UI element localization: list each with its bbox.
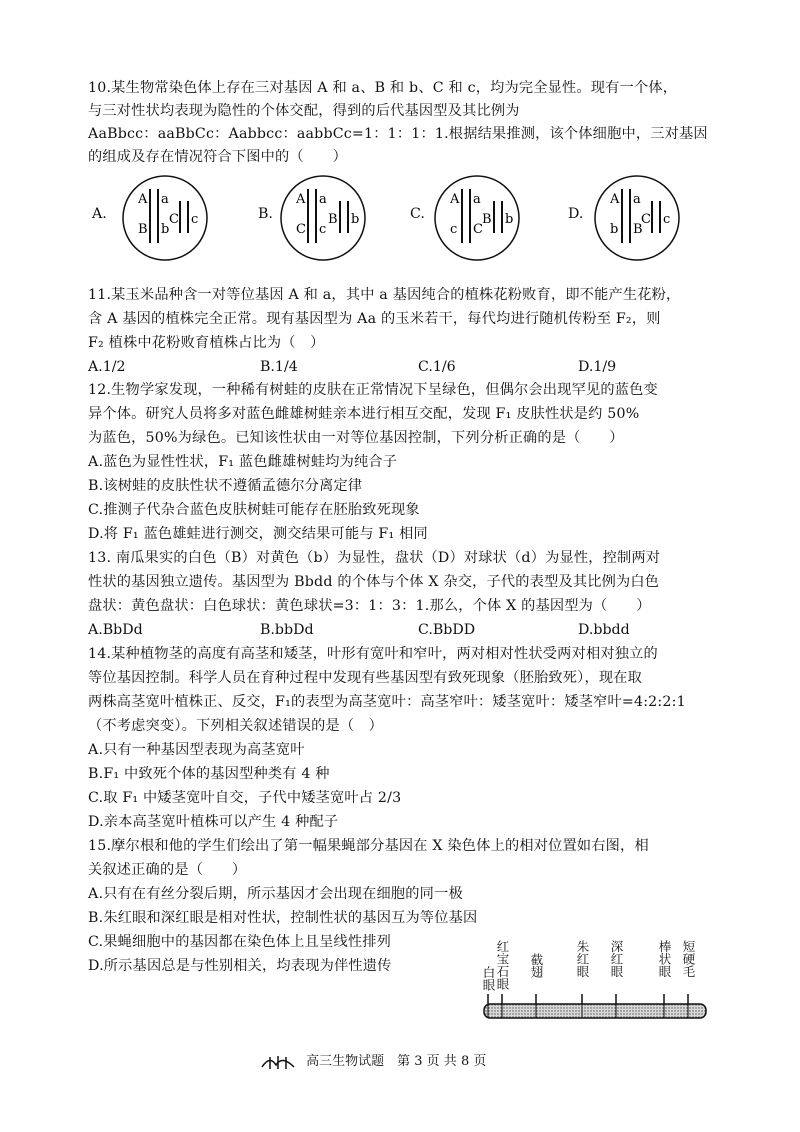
q14-line-1: 14.某种植物茎的高度有高茎和矮茎，叶形有宽叶和窄叶，两对相对性状受两对相对独立的 (88, 646, 658, 662)
q12-option-d[interactable]: D.将 F₁ 蓝色雄蛙进行测交，测交结果可能与 F₁ 相同 (88, 526, 428, 542)
gene-b: b (161, 222, 170, 237)
q14-option-c[interactable]: C.取 F₁ 中矮茎宽叶自交，子代中矮茎宽叶占 2/3 (88, 790, 402, 806)
q12-line-3: 为蓝色，50%为绿色。已知该性状由一对等位基因控制，下列分析正确的是（ ） (88, 430, 624, 446)
gene-C: C (169, 212, 179, 227)
gene-a: a (633, 192, 641, 207)
gene-c: c (191, 212, 199, 227)
q13-line-3: 盘状：黄色盘状：白色球状：黄色球状=3：1：3：1.那么，个体 X 的基因型为（ ） (88, 598, 651, 614)
q13-option-b[interactable]: B.bbDd (260, 622, 314, 638)
gene-b: b (610, 222, 619, 237)
gene-label-deep-red-eye: 深红眼 (609, 940, 624, 978)
gene-C: C (296, 222, 306, 237)
gene-c: c (663, 212, 671, 227)
gene-label-bar-eye: 棒状眼 (657, 940, 672, 978)
q14-option-d[interactable]: D.亲本高茎宽叶植株可以产生 4 种配子 (88, 814, 339, 830)
q11-option-a[interactable]: A.1/2 (88, 359, 126, 375)
q13-line-2: 性状的基因独立遗传。基因型为 Bbdd 的个体与个体 X 杂交，子代的表型及其比例为白色 (88, 574, 660, 590)
cell-a-diagram (110, 173, 230, 263)
gene-a: a (319, 192, 327, 207)
q15-option-d[interactable]: D.所示基因总是与性别相关，均表现为伴性遗传 (88, 958, 392, 974)
q14-line-3: 两株高茎宽叶植株正、反交，F₁的表型为高茎宽叶：高茎窄叶：矮茎宽叶：矮茎窄叶=4:2:2:1 (88, 694, 686, 710)
q14-option-a[interactable]: A.只有一种基因型表现为高茎宽叶 (88, 742, 305, 758)
gene-a: a (473, 192, 481, 207)
q10-line-3: AaBbcc：aaBbCc：Aabbcc：aabbCc=1：1：1：1.根据结果推测，该个体细胞中，三对基因 (88, 126, 708, 142)
chromosome-bar (482, 932, 718, 1027)
cell-d-diagram (582, 173, 702, 263)
page-footer (260, 1050, 486, 1071)
q11-option-b[interactable]: B.1/4 (260, 359, 298, 375)
q15-line-2: 关叙述正确的是（ ） (88, 862, 247, 878)
q14-line-4: （不考虑突变）。下列相关叙述错误的是（ ） (88, 718, 384, 734)
q11-option-d[interactable]: D.1/9 (578, 359, 617, 375)
q14-option-b[interactable]: B.F₁ 中致死个体的基因型种类有 4 种 (88, 766, 330, 782)
q12-line-2: 异个体。研究人员将多对蓝色雌雄树蛙亲本进行相互交配，发现 F₁ 皮肤性状是约 50% (88, 406, 640, 422)
q15-line-1: 15.摩尔根和他的学生们绘出了第一幅果蝇部分基因在 X 染色体上的相对位置如右图，相 (88, 838, 649, 854)
gene-A: A (296, 192, 306, 207)
q13-option-c[interactable]: C.BbDD (418, 622, 476, 638)
option-d-label: D. (568, 206, 584, 222)
q13-line-1: 13. 南瓜果实的白色（B）对黄色（b）为显性，盘状（D）对球状（d）为显性，控制两对 (88, 550, 661, 566)
q10-line-2: 与三对性状均表现为隐性的个体交配，得到的后代基因型及其比例为 (88, 103, 520, 119)
q15-option-b[interactable]: B.朱红眼和深红眼是相对性状，控制性状的基因互为等位基因 (88, 910, 478, 926)
gene-label-ruby-eye: 红宝石眼 (495, 940, 510, 990)
q10-line-1: 10.某生物常染色体上存在三对基因 A 和 a、B 和 b、C 和 c，均为完全显性。现有一个体， (88, 80, 678, 96)
gene-label-vermilion-eye: 朱红眼 (575, 940, 590, 978)
q12-line-1: 12.生物学家发现，一种稀有树蛙的皮肤在正常情况下呈绿色，但偶尔会出现罕见的蓝色变 (88, 382, 658, 398)
q14-line-2: 等位基因控制。科学人员在育种过程中发现有些基因型有致死现象（胚胎致死），现在取 (88, 670, 643, 686)
gene-label-white-eye: 白眼 (481, 966, 496, 991)
gene-b: b (351, 212, 360, 227)
school-logo-icon (260, 1053, 296, 1071)
gene-A: A (610, 192, 620, 207)
q12-option-b[interactable]: B.该树蛙的皮肤性状不遵循孟德尔分离定律 (88, 478, 363, 494)
gene-b: b (505, 212, 514, 227)
q13-option-a[interactable]: A.BbDd (88, 622, 143, 638)
q10-cell-diagrams (88, 173, 728, 263)
gene-label-cut-wing: 截翅 (529, 953, 544, 978)
gene-A: A (138, 192, 148, 207)
q12-option-c[interactable]: C.推测子代杂合蓝色皮肤树蛙可能存在胚胎致死现象 (88, 502, 420, 518)
q11-line-2: 含 A 基因的植株完全正常。现有基因型为 Aa 的玉米若干，每代均进行随机传粉至 F₂，则 (88, 311, 661, 327)
q11-line-1: 11.某玉米品种含一对等位基因 A 和 a，其中 a 基因纯合的植株花粉败育，即不能产生花粉， (88, 287, 681, 303)
option-a-label: A. (92, 206, 107, 222)
gene-c: c (450, 222, 458, 237)
gene-C: C (641, 212, 651, 227)
gene-B: B (328, 212, 338, 227)
q11-option-c[interactable]: C.1/6 (418, 359, 456, 375)
gene-label-short-bristle: 短硬毛 (681, 940, 696, 978)
q15-option-a[interactable]: A.只有在有丝分裂后期，所示基因才会出现在细胞的同一极 (88, 886, 463, 902)
cell-c-diagram (422, 173, 542, 263)
gene-a: a (161, 192, 169, 207)
q11-line-3: F₂ 植株中花粉败育植株占比为（ ） (88, 335, 325, 351)
gene-B: B (138, 222, 148, 237)
option-c-label: C. (410, 206, 425, 222)
option-b-label: B. (258, 206, 273, 222)
q12-option-a[interactable]: A.蓝色为显性性状，F₁ 蓝色雌雄树蛙均为纯合子 (88, 454, 398, 470)
gene-A: A (450, 192, 460, 207)
x-chromosome-map (482, 932, 718, 1027)
q13-option-d[interactable]: D.bbdd (578, 622, 630, 638)
gene-C: C (473, 222, 483, 237)
q10-line-4: 的组成及存在情况符合下图中的（ ） (88, 149, 347, 165)
gene-B: B (482, 212, 492, 227)
q15-option-c[interactable]: C.果蝇细胞中的基因都在染色体上且呈线性排列 (88, 934, 392, 950)
gene-B: B (633, 222, 643, 237)
cell-b-diagram (268, 173, 388, 263)
gene-c: c (319, 222, 327, 237)
footer-text: 高三生物试题 第 3 页 共 8 页 (306, 1054, 487, 1069)
